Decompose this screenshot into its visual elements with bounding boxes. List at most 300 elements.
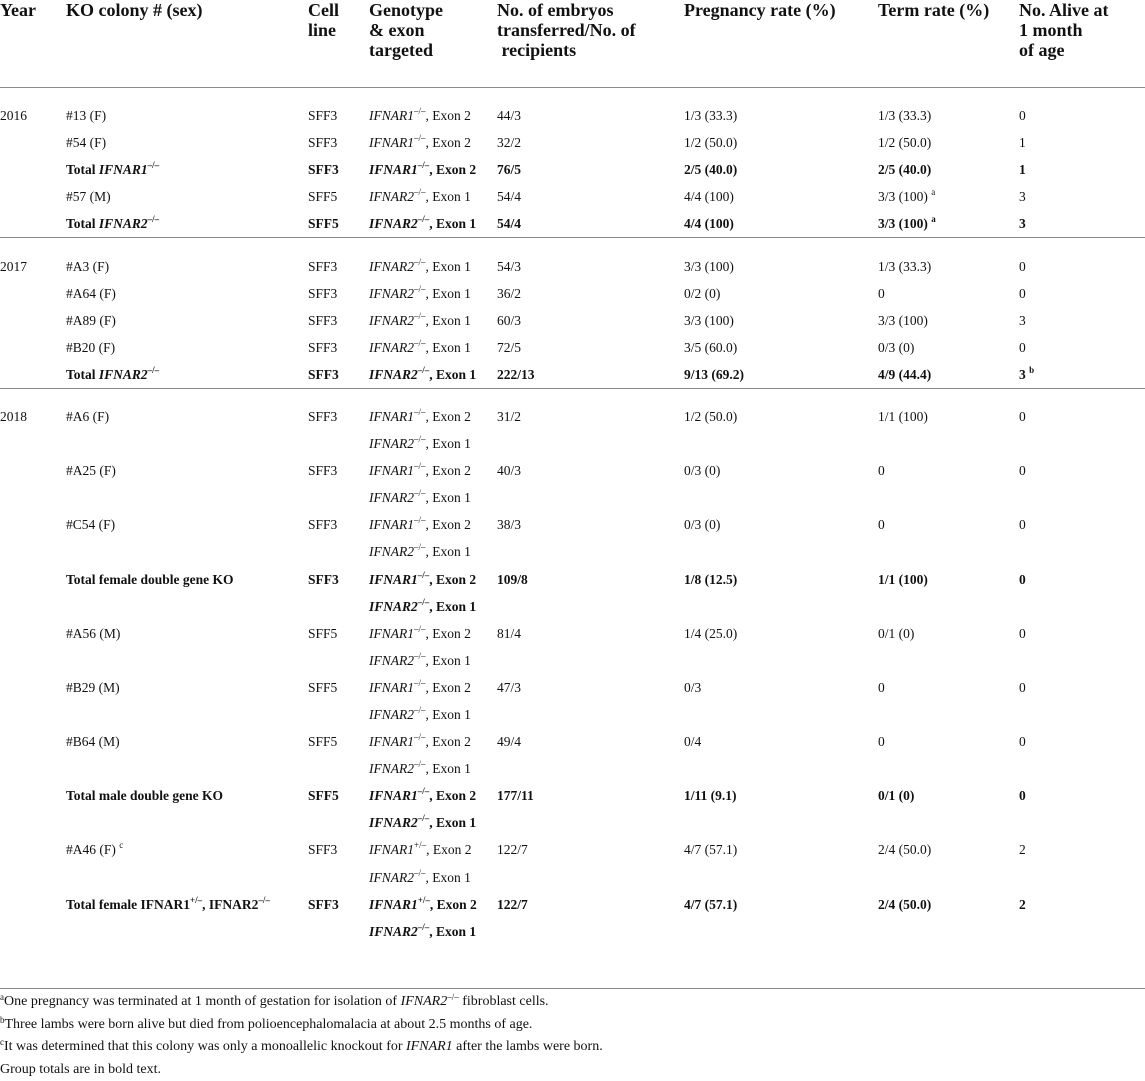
spacer-cell [684,945,878,959]
table-row [0,457,1145,484]
cell-year [0,183,66,210]
cell-term [878,918,1019,945]
gene-name: IFNAR1 [369,409,414,424]
cell-year [0,593,66,620]
gene-name: IFNAR1 [369,517,414,532]
spacer-cell [1019,238,1145,253]
spacer-cell [684,388,878,403]
year-separator [0,388,1145,403]
cell-term [878,430,1019,457]
cell-year: 2017 [0,252,66,279]
cell-pregnancy: 1/8 (12.5) [684,566,878,593]
table-row [0,403,1145,430]
cell-genotype: IFNAR1–/–, Exon 2 [369,457,497,484]
cell-colony [66,701,308,728]
superscript: +/– [418,895,430,905]
cell-colony: #A46 (F) $^c$ [66,836,308,863]
footnote: $^b$Three lambs were born alive but died from polioencephalomalacia at about 2.5 months of age. [0,1014,1145,1037]
table-row [0,701,1145,728]
cell-embryos [497,593,684,620]
cell-embryos [497,918,684,945]
cell-genotype: IFNAR1–/–, Exon 2 [369,102,497,129]
cell-alive: 3 [1019,183,1145,210]
spacer-cell [1019,88,1145,103]
header-colony: KO colony # (sex) [66,0,308,88]
cell-year [0,484,66,511]
superscript: –/– [418,813,430,823]
footnote-mark: b [0,1015,5,1025]
cell-pregnancy: 9/13 (69.2) [684,361,878,389]
gene-name: IFNAR2 [369,340,414,355]
cell-year [0,864,66,891]
cell-line [308,918,369,945]
spacer-cell [684,238,878,253]
table-row [0,430,1145,457]
gene-name: IFNAR2 [401,994,448,1009]
superscript: –/– [414,678,426,688]
superscript: –/– [418,597,430,607]
cell-genotype: IFNAR2–/–, Exon 1 [369,334,497,361]
cell-term [878,755,1019,782]
table-row [0,252,1145,279]
cell-embryos: 38/3 [497,511,684,538]
cell-alive: 2 [1019,836,1145,863]
cell-term: 2/4 (50.0) [878,891,1019,918]
year-separator [0,238,1145,253]
cell-line [308,647,369,674]
cell-line [308,538,369,565]
cell-colony [66,430,308,457]
spacer-cell [1019,945,1145,959]
gene-name: IFNAR2 [369,436,414,451]
cell-colony: #A25 (F) [66,457,308,484]
superscript: –/– [414,311,426,321]
superscript: +/– [190,895,202,905]
gene-name: IFNAR1 [369,135,414,150]
superscript: a [931,214,936,224]
cell-term: 1/1 (100) [878,403,1019,430]
gene-name: IFNAR1 [406,1039,453,1054]
cell-term [878,647,1019,674]
cell-genotype: IFNAR2–/–, Exon 1 [369,647,497,674]
cell-genotype: IFNAR2–/–, Exon 1 [369,484,497,511]
cell-colony [66,755,308,782]
cell-year [0,280,66,307]
cell-genotype: IFNAR2–/–, Exon 1 [369,210,497,238]
cell-genotype: IFNAR2–/–, Exon 1 [369,809,497,836]
spacer-cell [1019,388,1145,403]
cell-line: SFF3 [308,403,369,430]
cell-line [308,593,369,620]
cell-embryos: 222/13 [497,361,684,389]
cell-colony: Total IFNAR2–/– [66,210,308,238]
cell-year [0,701,66,728]
table-body [0,88,1145,959]
cell-embryos: 32/2 [497,129,684,156]
spacer-cell [308,238,369,253]
table-row [0,864,1145,891]
cell-genotype: IFNAR1–/–, Exon 2 [369,156,497,183]
gene-name: IFNAR1 [99,162,148,177]
cell-line: SFF3 [308,891,369,918]
cell-embryos: 36/2 [497,280,684,307]
cell-line [308,809,369,836]
cell-pregnancy: 1/2 (50.0) [684,403,878,430]
header-cell-line: Cell line [308,0,369,88]
cell-colony [66,593,308,620]
table-row [0,484,1145,511]
cell-embryos: 54/4 [497,210,684,238]
cell-genotype: IFNAR2–/–, Exon 1 [369,430,497,457]
spacer-cell [684,88,878,103]
cell-pregnancy [684,647,878,674]
cell-year [0,430,66,457]
cell-embryos: 54/3 [497,252,684,279]
cell-genotype: IFNAR1–/–, Exon 2 [369,129,497,156]
table-footnotes [0,988,1145,1081]
gene-name: IFNAR2 [369,870,414,885]
cell-alive: 3 $^b$ [1019,361,1145,389]
cell-pregnancy: 0/3 [684,674,878,701]
superscript: –/– [258,895,270,905]
header-embryos: No. of embryos transferred/No. of recipients [497,0,684,88]
cell-pregnancy [684,701,878,728]
cell-genotype: IFNAR2–/–, Exon 1 [369,538,497,565]
gene-name: IFNAR2 [369,259,414,274]
cell-year [0,674,66,701]
cell-line: SFF5 [308,620,369,647]
total-row [0,891,1145,918]
cell-genotype: IFNAR1–/–, Exon 2 [369,782,497,809]
cell-line: SFF3 [308,307,369,334]
cell-line: SFF3 [308,129,369,156]
cell-pregnancy: 3/5 (60.0) [684,334,878,361]
cell-pregnancy [684,484,878,511]
superscript: –/– [414,257,426,267]
spacer-cell [878,388,1019,403]
cell-line: SFF3 [308,156,369,183]
total-row [0,361,1145,389]
superscript: –/– [414,133,426,143]
cell-alive [1019,701,1145,728]
spacer-cell [369,238,497,253]
cell-pregnancy [684,430,878,457]
cell-genotype: IFNAR2–/–, Exon 1 [369,701,497,728]
superscript: –/– [414,284,426,294]
table-row [0,183,1145,210]
superscript: –/– [148,365,160,375]
cell-year [0,782,66,809]
table-row [0,307,1145,334]
cell-term: 0/1 (0) [878,620,1019,647]
spacer-row [0,945,1145,959]
cell-embryos [497,484,684,511]
cell-genotype: IFNAR1–/–, Exon 2 [369,728,497,755]
cell-embryos: 44/3 [497,102,684,129]
cell-genotype: IFNAR1–/–, Exon 2 [369,403,497,430]
total-row [0,210,1145,238]
cell-alive: 2 [1019,891,1145,918]
spacer-cell [66,388,308,403]
cell-colony: Total female double gene KO [66,566,308,593]
cell-line: SFF3 [308,280,369,307]
table-row [0,538,1145,565]
cell-pregnancy: 4/7 (57.1) [684,891,878,918]
gene-name: IFNAR1 [369,734,414,749]
table-row [0,511,1145,538]
gene-name: IFNAR1 [369,680,414,695]
cell-term: 1/2 (50.0) [878,129,1019,156]
spacer-cell [497,945,684,959]
spacer-cell [0,88,66,103]
cell-alive: 0 [1019,280,1145,307]
total-row [0,593,1145,620]
cell-term [878,701,1019,728]
cell-year [0,457,66,484]
cell-pregnancy: 4/4 (100) [684,210,878,238]
cell-line: SFF3 [308,334,369,361]
superscript: a [931,187,935,197]
cell-line: SFF3 [308,457,369,484]
superscript: –/– [418,570,430,580]
cell-embryos: 81/4 [497,620,684,647]
gene-name: IFNAR2 [369,815,418,830]
cell-year [0,647,66,674]
cell-term: 0/1 (0) [878,782,1019,809]
cell-year [0,210,66,238]
gene-name: IFNAR2 [369,924,418,939]
cell-colony: #B29 (M) [66,674,308,701]
cell-embryos [497,755,684,782]
cell-genotype: IFNAR1–/–, Exon 2 [369,566,497,593]
cell-line: SFF3 [308,566,369,593]
cell-line: SFF5 [308,210,369,238]
superscript: –/– [414,759,426,769]
table-row [0,129,1145,156]
cell-line [308,701,369,728]
gene-name: IFNAR2 [369,653,414,668]
footnote-mark: c [0,1037,4,1047]
cell-year [0,728,66,755]
cell-alive: 0 [1019,674,1145,701]
cell-line: SFF3 [308,361,369,389]
superscript: –/– [148,214,160,224]
spacer-row [0,88,1145,103]
superscript: –/– [414,106,426,116]
cell-colony: #B64 (M) [66,728,308,755]
superscript: –/– [414,461,426,471]
cell-embryos: 177/11 [497,782,684,809]
cell-pregnancy [684,809,878,836]
cell-term [878,593,1019,620]
cell-year [0,334,66,361]
cell-line: SFF5 [308,674,369,701]
cell-term: 1/3 (33.3) [878,252,1019,279]
cell-year [0,566,66,593]
cell-term [878,809,1019,836]
cell-colony: #54 (F) [66,129,308,156]
cell-genotype: IFNAR1+/–, Exon 2 [369,836,497,863]
cell-colony [66,538,308,565]
superscript: –/– [414,624,426,634]
spacer-cell [878,88,1019,103]
cell-alive [1019,864,1145,891]
cell-year [0,809,66,836]
gene-name: IFNAR2 [369,544,414,559]
cell-term: 0 [878,511,1019,538]
cell-genotype: IFNAR2–/–, Exon 1 [369,864,497,891]
cell-alive: 0 [1019,102,1145,129]
cell-genotype: IFNAR2–/–, Exon 1 [369,755,497,782]
cell-alive [1019,593,1145,620]
cell-colony [66,647,308,674]
cell-genotype: IFNAR1–/–, Exon 2 [369,511,497,538]
superscript: c [119,840,123,850]
cell-pregnancy: 3/3 (100) [684,307,878,334]
cell-line [308,484,369,511]
cell-embryos [497,864,684,891]
table-row [0,728,1145,755]
cell-alive: 0 [1019,620,1145,647]
superscript: –/– [418,365,430,375]
superscript: –/– [418,214,430,224]
cell-term: 3/3 (100) $^a$ [878,183,1019,210]
cell-line [308,864,369,891]
cell-embryos: 40/3 [497,457,684,484]
cell-year [0,891,66,918]
cell-alive: 3 [1019,307,1145,334]
spacer-cell [369,388,497,403]
cell-term [878,864,1019,891]
gene-name: IFNAR2 [369,286,414,301]
cell-genotype: IFNAR2–/–, Exon 1 [369,280,497,307]
cell-embryos: 72/5 [497,334,684,361]
cell-term: 4/9 (44.4) [878,361,1019,389]
header-term-rate: Term rate (%) [878,0,1019,88]
superscript: –/– [418,160,430,170]
cell-embryos [497,701,684,728]
gene-name: IFNAR2 [369,761,414,776]
cell-embryos: 54/4 [497,183,684,210]
cell-alive [1019,484,1145,511]
superscript: –/– [414,488,426,498]
cell-term: 2/5 (40.0) [878,156,1019,183]
cell-colony: #B20 (F) [66,334,308,361]
cell-colony: #57 (M) [66,183,308,210]
cell-line: SFF3 [308,102,369,129]
cell-line: SFF5 [308,728,369,755]
superscript: –/– [414,542,426,552]
gene-name: IFNAR2 [369,367,418,382]
gene-name: IFNAR2 [369,490,414,505]
cell-alive [1019,647,1145,674]
spacer-cell [66,88,308,103]
gene-name: IFNAR2 [369,707,414,722]
cell-alive: 1 [1019,129,1145,156]
superscript: –/– [414,732,426,742]
spacer-cell [0,238,66,253]
spacer-cell [497,238,684,253]
table-row [0,280,1145,307]
superscript: +/– [414,840,426,850]
gene-name: IFNAR1 [369,463,414,478]
cell-embryos [497,538,684,565]
gene-name: IFNAR2 [99,216,148,231]
cell-term: 0 [878,674,1019,701]
superscript: –/– [414,407,426,417]
cell-colony: #A3 (F) [66,252,308,279]
cell-pregnancy: 1/2 (50.0) [684,129,878,156]
cell-pregnancy: 1/4 (25.0) [684,620,878,647]
header-alive: No. Alive at 1 month of age [1019,0,1145,88]
table-row [0,102,1145,129]
spacer-cell [497,88,684,103]
spacer-cell [0,945,66,959]
cell-embryos: 122/7 [497,836,684,863]
spacer-cell [0,388,66,403]
cell-pregnancy: 0/2 (0) [684,280,878,307]
cell-colony: Total female IFNAR1+/–, IFNAR2–/– [66,891,308,918]
superscript: –/– [414,434,426,444]
cell-line: SFF3 [308,836,369,863]
cell-genotype: IFNAR1–/–, Exon 2 [369,674,497,701]
cell-colony [66,809,308,836]
spacer-cell [369,88,497,103]
superscript: –/– [418,922,430,932]
cell-year: 2016 [0,102,66,129]
cell-embryos: 31/2 [497,403,684,430]
cell-term: 1/3 (33.3) [878,102,1019,129]
cell-term: 0 [878,457,1019,484]
gene-name: IFNAR1 [369,572,418,587]
cell-pregnancy: 2/5 (40.0) [684,156,878,183]
cell-term: 3/3 (100) [878,307,1019,334]
cell-genotype: IFNAR2–/–, Exon 1 [369,361,497,389]
cell-genotype: IFNAR1+/–, Exon 2 [369,891,497,918]
table-row [0,647,1145,674]
footnote: Group totals are in bold text. [0,1059,1145,1081]
cell-line [308,755,369,782]
superscript: –/– [414,515,426,525]
cell-colony: #A64 (F) [66,280,308,307]
cell-year [0,836,66,863]
spacer-cell [369,945,497,959]
cell-embryos: 109/8 [497,566,684,593]
cell-embryos: 76/5 [497,156,684,183]
cell-genotype: IFNAR2–/–, Exon 1 [369,183,497,210]
cell-colony [66,864,308,891]
cell-embryos [497,809,684,836]
cell-colony: Total male double gene KO [66,782,308,809]
cell-alive: 0 [1019,728,1145,755]
cell-colony [66,484,308,511]
cell-term [878,538,1019,565]
cell-year [0,307,66,334]
cell-line [308,430,369,457]
cell-term: 1/1 (100) [878,566,1019,593]
total-row [0,566,1145,593]
header-year: Year [0,0,66,88]
cell-alive [1019,755,1145,782]
cell-embryos: 60/3 [497,307,684,334]
cell-year [0,755,66,782]
gene-name: IFNAR2 [369,216,418,231]
superscript: –/– [414,705,426,715]
gene-name: IFNAR1 [369,162,418,177]
cell-year [0,538,66,565]
spacer-cell [497,388,684,403]
table-row [0,620,1145,647]
